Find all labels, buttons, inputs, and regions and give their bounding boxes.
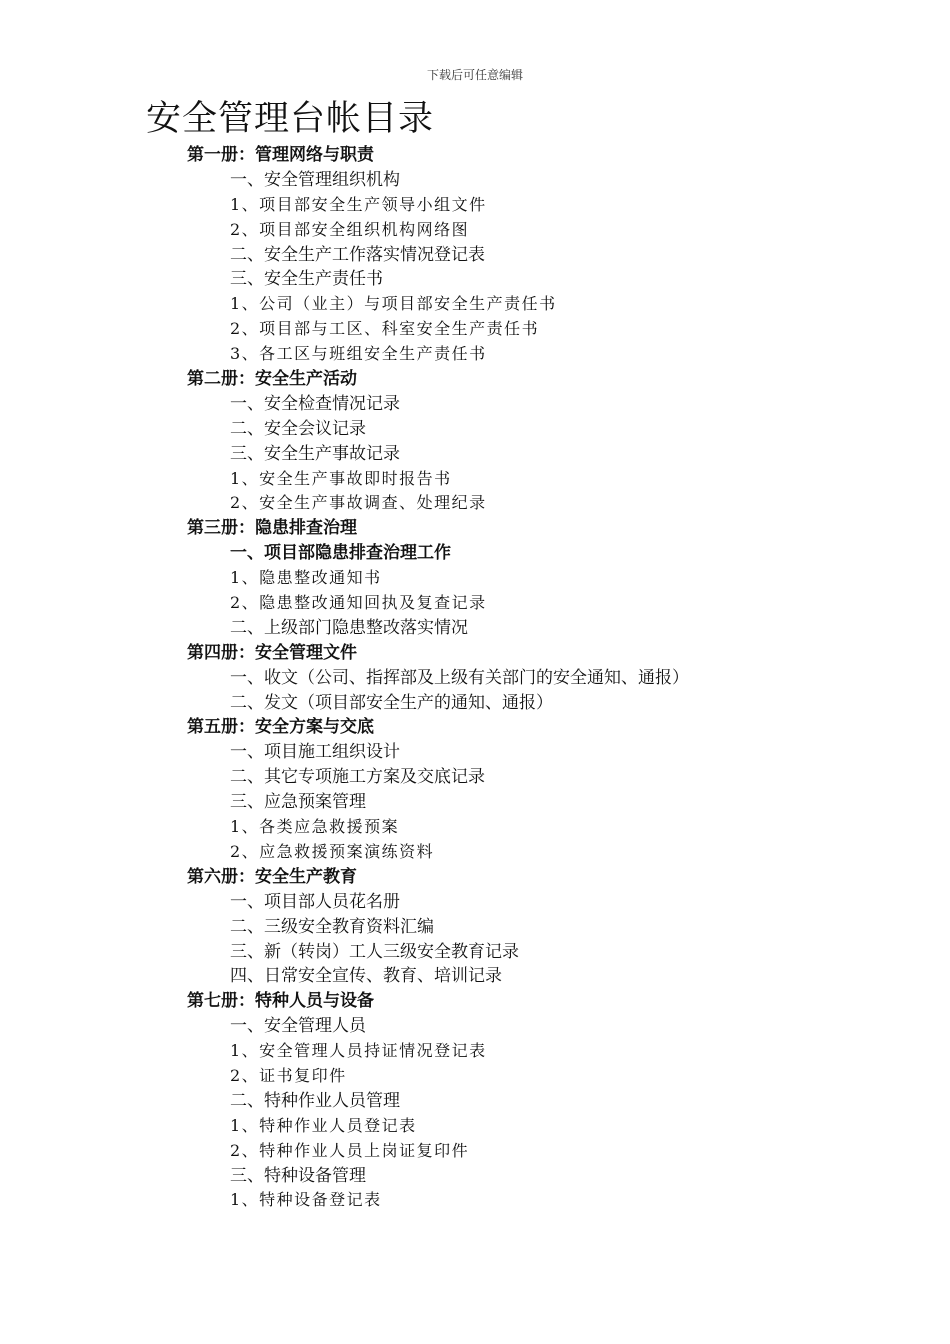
toc-section-entry: 三、特种设备管理 bbox=[230, 1165, 366, 1186]
toc-item-entry: 1、安全生产事故即时报告书 bbox=[230, 468, 452, 488]
toc-section-entry: 四、日常安全宣传、教育、培训记录 bbox=[230, 966, 502, 987]
toc-section-entry: 一、项目部人员花名册 bbox=[230, 891, 400, 912]
toc-item-entry: 3、各工区与班组安全生产责任书 bbox=[230, 344, 487, 364]
toc-volume-heading: 第四册：安全管理文件 bbox=[187, 642, 357, 663]
toc-section-entry: 三、新（转岗）工人三级安全教育记录 bbox=[230, 941, 519, 962]
toc-section-entry: 二、特种作业人员管理 bbox=[230, 1090, 400, 1111]
toc-section-entry: 一、收文（公司、指挥部及上级有关部门的安全通知、通报） bbox=[230, 667, 689, 688]
toc-section-entry: 二、安全会议记录 bbox=[230, 418, 366, 439]
toc-section-entry: 一、项目施工组织设计 bbox=[230, 742, 400, 763]
toc-section-entry: 二、安全生产工作落实情况登记表 bbox=[230, 244, 485, 265]
toc-item-entry: 2、特种作业人员上岗证复印件 bbox=[230, 1140, 470, 1160]
toc-section-entry: 一、安全管理人员 bbox=[230, 1016, 366, 1037]
toc-item-entry: 2、安全生产事故调查、处理纪录 bbox=[230, 493, 487, 513]
toc-volume-heading: 第三册：隐患排查治理 bbox=[187, 518, 357, 539]
toc-section-entry: 二、其它专项施工方案及交底记录 bbox=[230, 767, 485, 788]
toc-section-entry: 三、应急预案管理 bbox=[230, 792, 366, 813]
toc-item-entry: 2、隐患整改通知回执及复查记录 bbox=[230, 593, 487, 613]
toc-item-entry: 1、项目部安全生产领导小组文件 bbox=[230, 194, 487, 214]
toc-volume-heading: 第一册：管理网络与职责 bbox=[187, 145, 374, 165]
toc-item-entry: 1、公司（业主）与项目部安全生产责任书 bbox=[230, 294, 557, 314]
toc-item-entry: 1、特种设备登记表 bbox=[230, 1190, 382, 1210]
toc-item-entry: 1、隐患整改通知书 bbox=[230, 568, 382, 588]
toc-item-entry: 2、应急救援预案演练资料 bbox=[230, 841, 435, 861]
toc-section-entry: 一、项目部隐患排查治理工作 bbox=[230, 543, 451, 564]
toc-volume-heading: 第六册：安全生产教育 bbox=[187, 866, 357, 887]
toc-item-entry: 1、特种作业人员登记表 bbox=[230, 1115, 417, 1135]
toc-item-entry: 1、各类应急救援预案 bbox=[230, 817, 400, 837]
toc-item-entry: 1、安全管理人员持证情况登记表 bbox=[230, 1041, 487, 1061]
toc-volume-heading: 第五册：安全方案与交底 bbox=[187, 717, 374, 738]
document-title: 安全管理台帐目录 bbox=[146, 99, 435, 139]
toc-item-entry: 2、项目部与工区、科室安全生产责任书 bbox=[230, 319, 540, 339]
toc-section-entry: 一、安全管理组织机构 bbox=[230, 169, 400, 190]
toc-item-entry: 2、证书复印件 bbox=[230, 1065, 347, 1085]
header-note: 下载后可任意编辑 bbox=[426, 68, 523, 82]
toc-section-entry: 三、安全生产事故记录 bbox=[230, 443, 400, 464]
toc-section-entry: 二、上级部门隐患整改落实情况 bbox=[230, 617, 468, 638]
toc-item-entry: 2、项目部安全组织机构网络图 bbox=[230, 219, 470, 239]
toc-section-entry: 二、发文（项目部安全生产的通知、通报） bbox=[230, 692, 553, 713]
table-of-contents bbox=[0, 143, 950, 1213]
toc-section-entry: 三、安全生产责任书 bbox=[230, 269, 383, 290]
toc-section-entry: 二、三级安全教育资料汇编 bbox=[230, 916, 434, 937]
toc-volume-heading: 第七册：特种人员与设备 bbox=[187, 991, 374, 1012]
toc-volume-heading: 第二册：安全生产活动 bbox=[187, 369, 357, 390]
toc-section-entry: 一、安全检查情况记录 bbox=[230, 393, 400, 414]
